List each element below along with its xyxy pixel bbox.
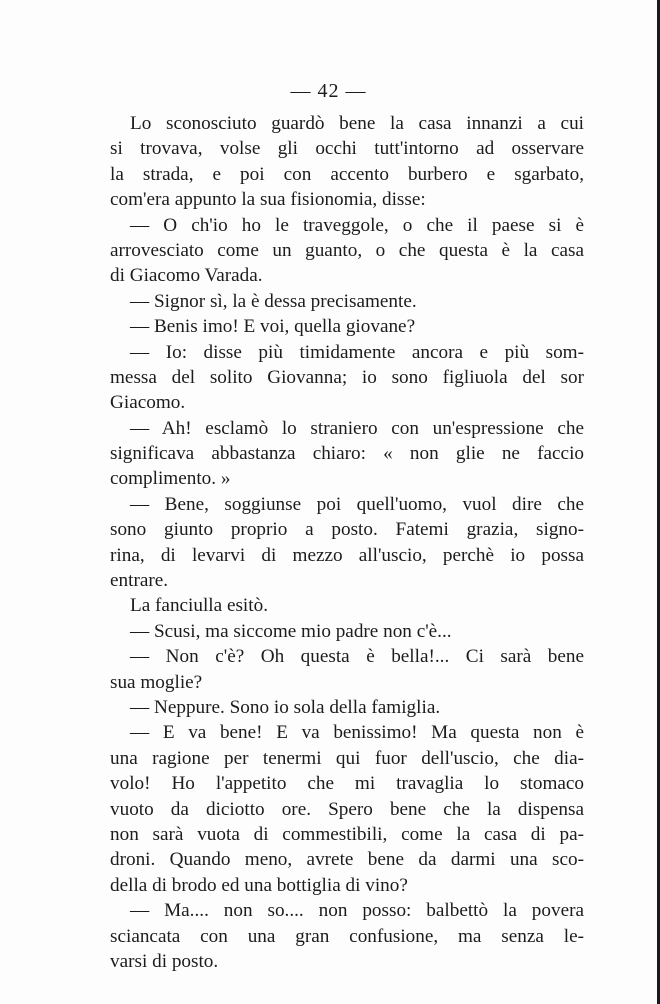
text-line: — Neppure. Sono io sola della famiglia. bbox=[130, 696, 441, 718]
text-line: — Ma.... non so.... non posso: balbettò la povera bbox=[130, 900, 584, 922]
text-line: la strada, e poi con accento burbero e sgarbato, bbox=[110, 163, 584, 185]
text-line: significava abbastanza chiaro: « non glie ne faccio bbox=[110, 443, 584, 465]
text-line: messa del solito Giovanna; io sono figliuola del sor bbox=[110, 366, 584, 388]
text-line: si trovava, volse gli occhi tutt'intorno ad osservare bbox=[110, 138, 584, 160]
text-line: complimento. » bbox=[110, 468, 231, 490]
text-line: — Ah! esclamò lo straniero con un'espressione che bbox=[130, 417, 584, 439]
text-line: Giacomo. bbox=[110, 392, 186, 414]
text-line: com'era appunto la sua fisionomia, disse: bbox=[110, 189, 426, 211]
text-line: — Scusi, ma siccome mio padre non c'è... bbox=[130, 620, 452, 642]
text-line: volo! Ho l'appetito che mi travaglia lo stomaco bbox=[110, 773, 584, 795]
text-line: sciancata con una gran confusione, ma senza le- bbox=[110, 925, 584, 947]
text-line: — Signor sì, la è dessa precisamente. bbox=[130, 290, 417, 312]
text-line: sono giunto proprio a posto. Fatemi grazia, signo- bbox=[110, 519, 584, 541]
text-line: entrare. bbox=[110, 570, 169, 592]
text-line: — O ch'io ho le traveggole, o che il paese si è bbox=[130, 214, 584, 236]
text-line: varsi di posto. bbox=[110, 950, 219, 972]
text-line: Lo sconosciuto guardò bene la casa innanzi a cui bbox=[130, 113, 584, 134]
text-line: — Benis imo! E voi, quella giovane? bbox=[130, 316, 416, 338]
text-line: — E va bene! E va benissimo! Ma questa non è bbox=[130, 722, 584, 744]
text-line: rina, di levarvi di mezzo all'uscio, perchè io possa bbox=[110, 544, 584, 566]
body-text bbox=[110, 111, 584, 974]
text-line: della di brodo ed una bottiglia di vino? bbox=[110, 874, 408, 896]
text-line: di Giacomo Varada. bbox=[110, 265, 263, 287]
text-line: sua moglie? bbox=[110, 671, 203, 693]
text-line: — Io: disse più timidamente ancora e più som- bbox=[130, 341, 584, 363]
page-number: — 42 — bbox=[290, 80, 367, 102]
text-line: arrovesciato come un guanto, o che questa è la casa bbox=[110, 239, 584, 261]
text-line: vuoto da diciotto ore. Spero bene che la dispensa bbox=[110, 798, 584, 820]
text-line: droni. Quando meno, avrete bene da darmi una sco- bbox=[110, 849, 584, 871]
text-line: La fanciulla esitò. bbox=[130, 595, 268, 617]
text-line: non sarà vuota di commestibili, come la casa di pa- bbox=[110, 823, 584, 845]
text-line: — Non c'è? Oh questa è bella!... Ci sarà bene bbox=[130, 646, 584, 668]
text-line: — Bene, soggiunse poi quell'uomo, vuol dire che bbox=[130, 493, 584, 515]
text-line: una ragione per tenermi qui fuor dell'uscio, che dia- bbox=[110, 747, 584, 769]
